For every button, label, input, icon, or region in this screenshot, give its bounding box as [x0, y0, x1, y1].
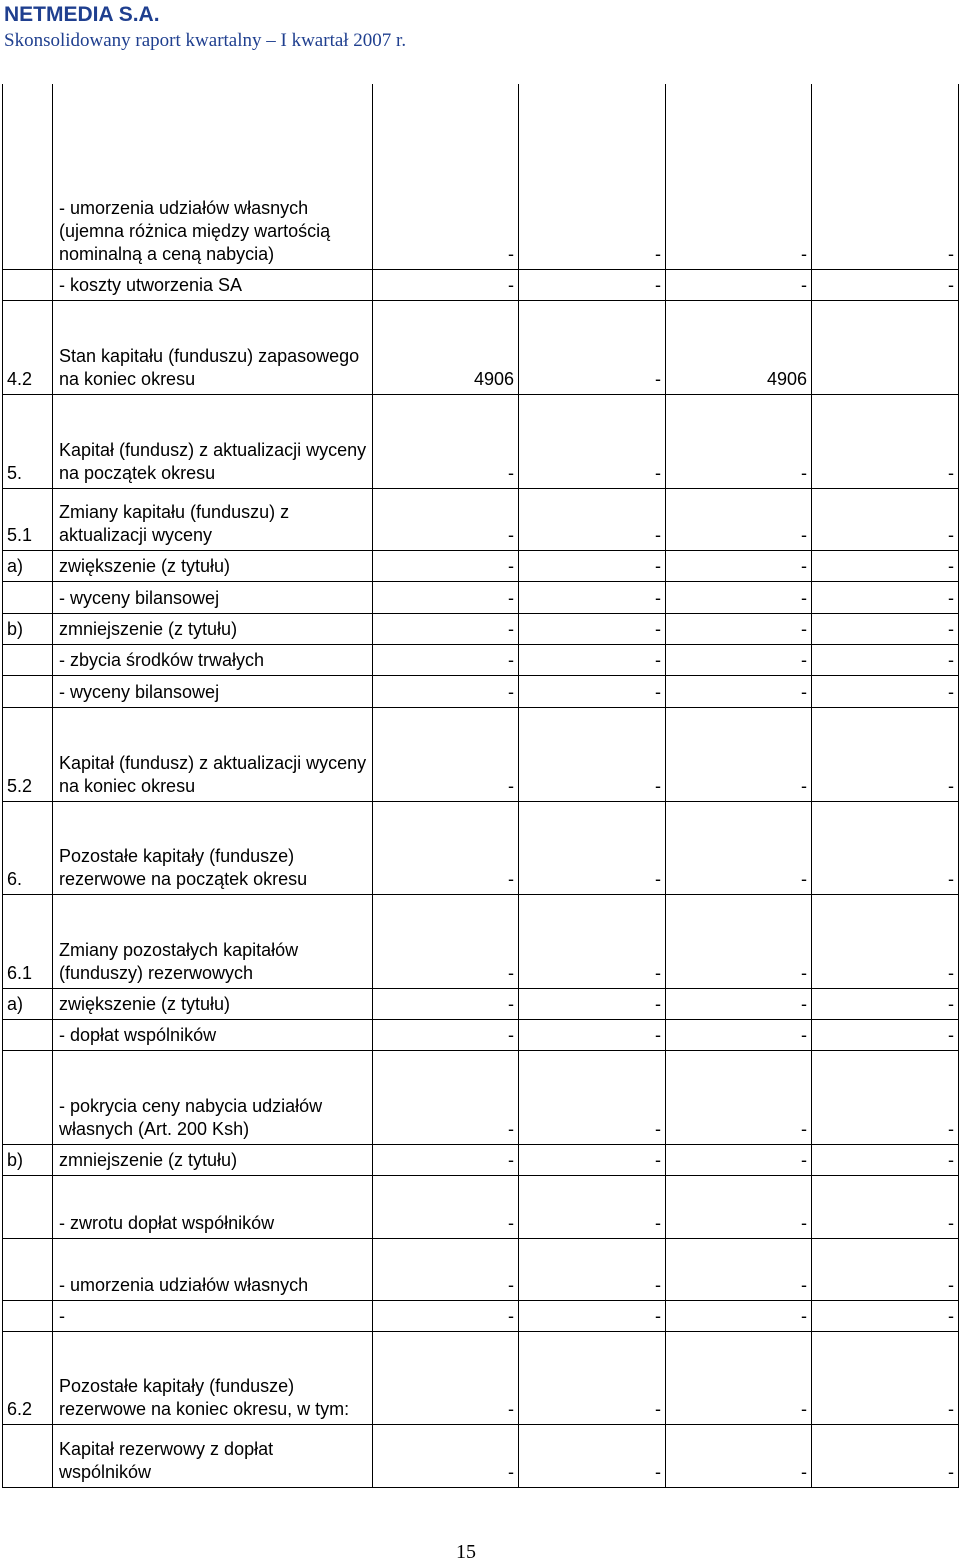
row-label: Kapitał (fundusz) z aktualizacji wyceny na początek okresu [53, 394, 373, 488]
row-number: 5.2 [3, 707, 53, 801]
value-cell: - [666, 707, 812, 801]
table-row [3, 988, 959, 1019]
row-label: zmniejszenie (z tytułu) [53, 1144, 373, 1175]
value-cell: - [812, 644, 959, 675]
value-cell: - [373, 1300, 519, 1331]
value-cell: - [812, 988, 959, 1019]
row-label: Zmiany kapitału (funduszu) z aktualizacji wyceny [53, 488, 373, 550]
table-row [3, 394, 959, 488]
row-number [3, 1175, 53, 1238]
value-cell: - [666, 581, 812, 613]
row-number [3, 675, 53, 707]
value-cell: - [519, 613, 666, 644]
value-cell: - [519, 488, 666, 550]
row-label: zmniejszenie (z tytułu) [53, 613, 373, 644]
row-label: - zbycia środków trwałych [53, 644, 373, 675]
table-row [3, 84, 959, 269]
value-cell: - [373, 1238, 519, 1300]
value-cell: - [519, 675, 666, 707]
value-cell: - [812, 581, 959, 613]
value-cell: - [373, 1424, 519, 1487]
report-subtitle: Skonsolidowany raport kwartalny – I kwartał 2007 r. [4, 30, 407, 51]
value-cell: - [666, 894, 812, 988]
value-cell: - [373, 488, 519, 550]
value-cell: - [373, 988, 519, 1019]
row-number: 6. [3, 801, 53, 894]
row-label: Kapitał (fundusz) z aktualizacji wyceny na koniec okresu [53, 707, 373, 801]
table-row [3, 1331, 959, 1424]
value-cell: - [666, 1050, 812, 1144]
value-cell: - [519, 1050, 666, 1144]
table-row [3, 613, 959, 644]
value-cell: - [812, 1331, 959, 1424]
value-cell: - [519, 894, 666, 988]
value-cell: - [666, 988, 812, 1019]
value-cell: - [519, 1300, 666, 1331]
value-cell: - [373, 550, 519, 581]
row-label: Kapitał rezerwowy z dopłat wspólników [53, 1424, 373, 1487]
value-cell: - [666, 1019, 812, 1050]
value-cell: - [373, 644, 519, 675]
table-row [3, 300, 959, 394]
table-row [3, 801, 959, 894]
value-cell: - [812, 269, 959, 300]
value-cell: - [373, 1175, 519, 1238]
row-label: - wyceny bilansowej [53, 675, 373, 707]
value-cell: - [812, 1050, 959, 1144]
value-cell: - [373, 801, 519, 894]
row-number [3, 1238, 53, 1300]
value-cell: - [373, 675, 519, 707]
value-cell: - [519, 988, 666, 1019]
company-name: NETMEDIA S.A. [4, 3, 160, 26]
table-row [3, 1424, 959, 1487]
table-row [3, 644, 959, 675]
value-cell: - [666, 488, 812, 550]
value-cell: - [519, 1175, 666, 1238]
row-number: a) [3, 988, 53, 1019]
page-number: 15 [456, 1541, 476, 1563]
value-cell: - [519, 1238, 666, 1300]
value-cell: - [812, 1238, 959, 1300]
value-cell: - [812, 675, 959, 707]
value-cell: 4906 [666, 300, 812, 394]
row-label: Pozostałe kapitały (fundusze) rezerwowe na początek okresu [53, 801, 373, 894]
value-cell: - [519, 84, 666, 269]
row-label: - koszty utworzenia SA [53, 269, 373, 300]
row-label: - [53, 1300, 373, 1331]
value-cell: - [373, 894, 519, 988]
value-cell: - [666, 613, 812, 644]
row-label: Stan kapitału (funduszu) zapasowego na koniec okresu [53, 300, 373, 394]
row-number [3, 1019, 53, 1050]
row-label: - umorzenia udziałów własnych [53, 1238, 373, 1300]
value-cell: - [666, 1300, 812, 1331]
row-number: a) [3, 550, 53, 581]
table-row [3, 269, 959, 300]
value-cell: - [373, 1331, 519, 1424]
value-cell [812, 300, 959, 394]
row-number: 5.1 [3, 488, 53, 550]
table-row [3, 1238, 959, 1300]
value-cell: - [666, 1175, 812, 1238]
table-row [3, 581, 959, 613]
table-row [3, 1144, 959, 1175]
value-cell: - [373, 1050, 519, 1144]
value-cell: - [666, 675, 812, 707]
row-number [3, 1424, 53, 1487]
row-number: 6.1 [3, 894, 53, 988]
value-cell: - [373, 1019, 519, 1050]
value-cell: - [666, 1424, 812, 1487]
value-cell: - [812, 550, 959, 581]
value-cell: - [812, 1144, 959, 1175]
table-row [3, 550, 959, 581]
row-number: 5. [3, 394, 53, 488]
row-label: Zmiany pozostałych kapitałów (funduszy) rezerwowych [53, 894, 373, 988]
value-cell: - [373, 269, 519, 300]
capital-changes-table [2, 84, 959, 1488]
value-cell: - [666, 1331, 812, 1424]
value-cell: 4906 [373, 300, 519, 394]
table-row [3, 707, 959, 801]
row-number [3, 269, 53, 300]
value-cell: - [519, 644, 666, 675]
value-cell: - [519, 1331, 666, 1424]
value-cell: - [373, 84, 519, 269]
value-cell: - [519, 1019, 666, 1050]
row-number: b) [3, 613, 53, 644]
value-cell: - [666, 644, 812, 675]
value-cell: - [812, 613, 959, 644]
value-cell: - [812, 1424, 959, 1487]
value-cell: - [373, 581, 519, 613]
row-number [3, 1050, 53, 1144]
row-number [3, 581, 53, 613]
row-label: zwiększenie (z tytułu) [53, 550, 373, 581]
table-row [3, 1175, 959, 1238]
value-cell: - [666, 269, 812, 300]
value-cell: - [373, 707, 519, 801]
table-row [3, 675, 959, 707]
value-cell: - [519, 269, 666, 300]
value-cell: - [812, 394, 959, 488]
row-label: - pokrycia ceny nabycia udziałów własnych (Art. 200 Ksh) [53, 1050, 373, 1144]
value-cell: - [812, 707, 959, 801]
value-cell: - [666, 1238, 812, 1300]
value-cell: - [812, 1019, 959, 1050]
value-cell: - [812, 488, 959, 550]
row-number [3, 644, 53, 675]
row-number: 4.2 [3, 300, 53, 394]
row-label: - zwrotu dopłat współników [53, 1175, 373, 1238]
value-cell: - [519, 1144, 666, 1175]
row-number: b) [3, 1144, 53, 1175]
value-cell: - [812, 801, 959, 894]
value-cell: - [519, 801, 666, 894]
value-cell: - [666, 1144, 812, 1175]
row-label: - wyceny bilansowej [53, 581, 373, 613]
table-row [3, 488, 959, 550]
value-cell: - [519, 550, 666, 581]
value-cell: - [666, 394, 812, 488]
value-cell: - [812, 84, 959, 269]
value-cell: - [373, 394, 519, 488]
row-label: - umorzenia udziałów własnych (ujemna różnica między wartością nominalną a ceną nabycia) [53, 84, 373, 269]
value-cell: - [812, 894, 959, 988]
value-cell: - [519, 581, 666, 613]
page-header [4, 2, 406, 54]
value-cell: - [519, 1424, 666, 1487]
table-row [3, 1019, 959, 1050]
value-cell: - [519, 394, 666, 488]
row-label: zwiększenie (z tytułu) [53, 988, 373, 1019]
row-number [3, 84, 53, 269]
row-label: - dopłat wspólników [53, 1019, 373, 1050]
value-cell: - [666, 550, 812, 581]
row-number [3, 1300, 53, 1331]
table-row [3, 1300, 959, 1331]
value-cell: - [519, 707, 666, 801]
value-cell: - [812, 1300, 959, 1331]
value-cell: - [519, 300, 666, 394]
value-cell: - [373, 1144, 519, 1175]
table-row [3, 1050, 959, 1144]
table-row [3, 894, 959, 988]
value-cell: - [666, 84, 812, 269]
row-number: 6.2 [3, 1331, 53, 1424]
row-label: Pozostałe kapitały (fundusze) rezerwowe na koniec okresu, w tym: [53, 1331, 373, 1424]
value-cell: - [812, 1175, 959, 1238]
value-cell: - [666, 801, 812, 894]
value-cell: - [373, 613, 519, 644]
